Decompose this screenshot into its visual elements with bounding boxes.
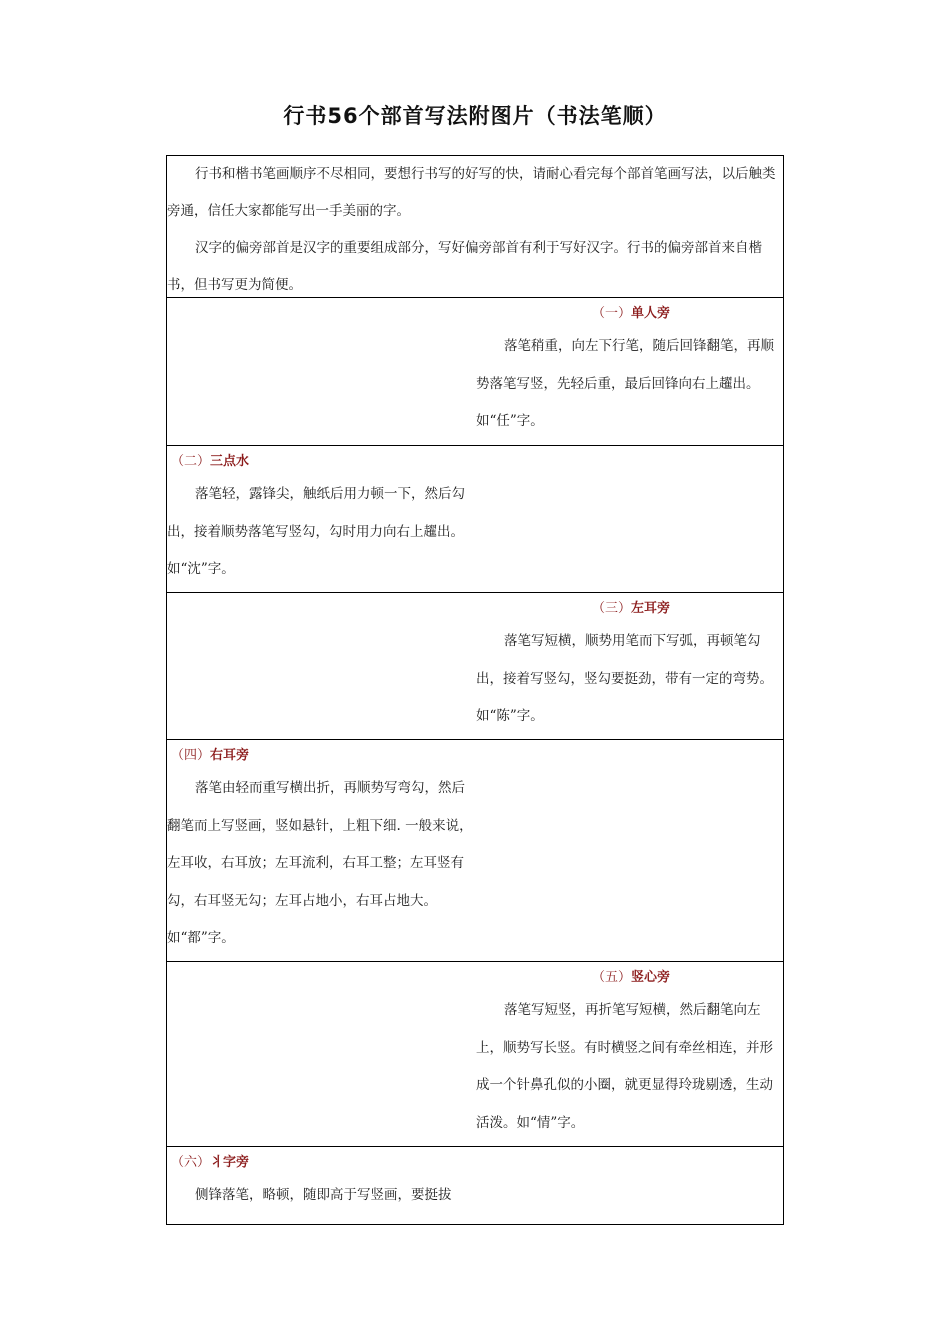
intro-row [167,156,783,298]
section-heading: （六）丬字旁 [171,1155,250,1170]
section-cell [167,446,477,589]
section-text: 落笔由轻而重写横出折，再顺势写弯勾，然后翻笔而上写竖画，竖如悬针，上粗下细. 一般来说，左耳收，右耳放；左耳流利，右耳工整；左耳竖有勾，右耳竖无勾；左耳占地小，右耳占地大。如“都”字。 [167,780,473,946]
section-row-1 [167,298,783,446]
section-name: 单人旁 [631,306,671,321]
section-cell [476,962,786,1142]
section-cell [167,1147,477,1215]
section-heading: （一）单人旁 [591,306,671,321]
section-heading: （四）右耳旁 [171,748,250,763]
content-table [166,155,784,1225]
section-heading: （二）三点水 [171,454,250,469]
section-text: 落笔写短竖，再折笔写短横，然后翻笔向左上，顺势写长竖。有时横竖之间有牵丝相连，并形成一个针鼻孔似的小圈，就更显得玲珑剔透，生动活泼。如“情”字。 [476,1002,773,1131]
page-title: 行书56个部首写法附图片（书法笔顺） [283,104,667,128]
section-name: 右耳旁 [210,748,250,763]
intro-paragraph-2: 汉字的偏旁部首是汉字的重要组成部分，写好偏旁部首有利于写好汉字。行书的偏旁部首来自楷书，但书写更为简便。 [167,240,762,293]
section-name: 丬字旁 [210,1155,250,1170]
section-row-5 [167,962,783,1147]
section-text: 落笔写短横，顺势用笔而下写弧，再顿笔勾出，接着写竖勾，竖勾要挺劲，带有一定的弯势。如“陈”字。 [476,633,773,724]
section-text: 侧锋落笔，略顿，随即高于写竖画，要挺拔 [195,1187,452,1203]
section-cell [476,593,786,736]
section-name: 三点水 [210,454,250,469]
section-text: 落笔轻，露锋尖，触纸后用力顿一下，然后勾出，接着顺势落笔写竖勾，勾时用力向右上趯出。如“沈”字。 [167,486,465,577]
section-cell [476,298,786,441]
section-heading: （五）竖心旁 [591,970,671,985]
section-row-2 [167,446,783,593]
section-heading: （三）左耳旁 [591,601,671,616]
section-row-4 [167,740,783,962]
section-name: 竖心旁 [631,970,671,985]
intro-paragraph-1: 行书和楷书笔画顺序不尽相同，要想行书写的好写的快，请耐心看完每个部首笔画写法，以后触类旁通，信任大家都能写出一手美丽的字。 [167,166,776,219]
section-row-6 [167,1147,783,1224]
section-row-3 [167,593,783,740]
section-name: 左耳旁 [631,601,671,616]
section-cell [167,740,477,958]
section-text: 落笔稍重，向左下行笔，随后回锋翻笔，再顺势落笔写竖，先轻后重，最后回锋向右上趯出。如“任”字。 [476,338,774,429]
